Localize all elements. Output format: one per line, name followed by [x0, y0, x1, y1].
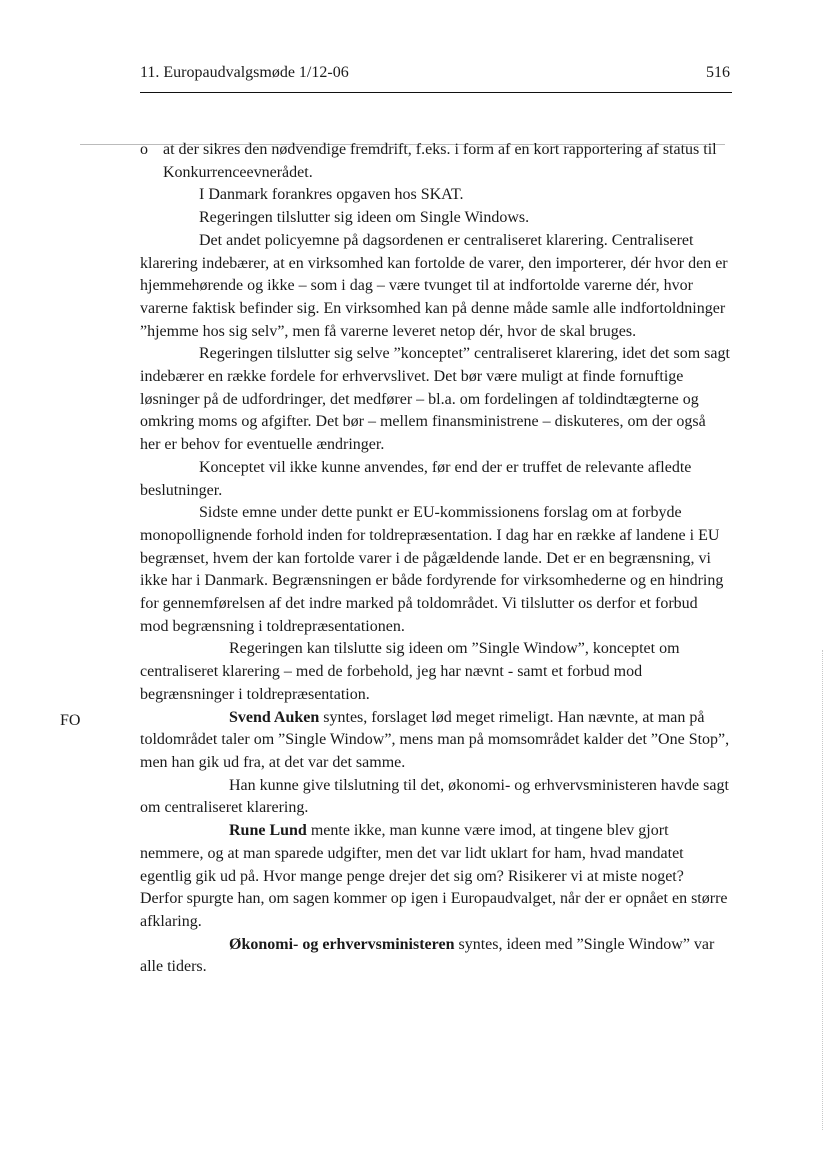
speaker-name: Svend Auken [229, 708, 320, 726]
page-header [140, 62, 730, 84]
fo-paragraph: Regeringen kan tilslutte sig ideen om ”Single Window”, konceptet om centraliseret klarering – med de forbehold, jeg har nævnt - samt et forbud mod begrænsninger i toldrepræsentation. [140, 640, 680, 703]
paragraph: Sidste emne under dette punkt er EU-kommissionens forslag om at forbyde monopollignende forhold inden for toldrepræsentation. I dag har en række af landene i EU begrænset, hvem der kan fortolde varer i de pågældende lande. Det er en begrænsning, vi ikke har i Danmark. Begrænsningen er både fordyrende for virksomhederne og en hindring for gennemførelsen af det indre marked på toldområdet. Vi tilslutter os derfor et forbud mod begrænsning i toldrepræsentationen. [140, 504, 724, 635]
speaker-name: Rune Lund [229, 822, 307, 840]
margin-note: FO [60, 712, 81, 729]
statement-text: Han kunne give tilslutning til det, økonomi- og erhvervsministeren havde sagt om centraliseret klarering. [140, 776, 729, 817]
bullet-text: at der sikres den nødvendige fremdrift, f.eks. i form af en kort rapportering af status til Konkurrenceevnerådet. [163, 141, 717, 181]
statement [140, 934, 730, 979]
bullet-marker: o [140, 141, 148, 158]
statement-text: syntes, ideen med ”Single Window” var alle tiders. [140, 935, 715, 976]
statement [140, 820, 730, 934]
statement [140, 775, 730, 820]
header-divider [140, 92, 732, 93]
paragraph: I Danmark forankres opgaven hos SKAT. [199, 186, 464, 204]
paragraph: Regeringen tilslutter sig ideen om Single Windows. [199, 209, 530, 227]
bullet-item [140, 139, 730, 184]
page-number: 516 [706, 64, 730, 81]
paragraph: Regeringen tilslutter sig selve ”konceptet” centraliseret klarering, idet det som sagt indebærer en række fordele for erhvervslivet. Det bør være muligt at finde fornuftige løsninger på de udfordringer, det medfører – bl.a. om fordelingen af toldindtægterne og omkring moms og afgifter. Det bør – mellem finansministrene – diskuteres, om der også her er behov for eventuelle ændringer. [140, 345, 730, 454]
statement-text: mente ikke, man kunne være imod, at tingene blev gjort nemmere, og at man sparede udgifter, men det var lidt uklart for ham, hvad mandatet egentlig gik ud på. Hvor mange penge drejer det sig om? Risikerer vi at miste noget? Derfor spurgte han, om sagen kommer op igen i Europaudvalget, når der er opnået en større afklaring. [140, 822, 728, 930]
statement [140, 707, 730, 775]
scan-edge [821, 650, 823, 1130]
header-title: 11. Europaudvalgsmøde 1/12-06 [140, 64, 349, 81]
document-body [140, 139, 730, 979]
paragraph: Det andet policyemne på dagsordenen er centraliseret klarering. Centraliseret klarering indebærer, at en virksomhed kan fortolde de varer, den importerer, dér hvor den er hjemmehørende og ikke – som i dag – være tvunget til at indfortolde varerne dér, hvor varerne faktisk befinder sig. En virksomhed kan på denne måde samle alle indfortoldninger ”hjemme hos sig selv”, men få varerne leveret netop dér, hvor de skal bruges. [140, 231, 728, 340]
speaker-name: Økonomi- og erhvervsministeren [229, 935, 455, 953]
paragraph: Konceptet vil ikke kunne anvendes, før end der er truffet de relevante afledte beslutninger. [140, 458, 692, 499]
statement-text: syntes, forslaget lød meget rimeligt. Han nævnte, at man på toldområdet taler om ”Single Window”, mens man på momsområdet kalder det ”One Stop”, men han gik ud fra, at det var det samme. [140, 708, 730, 771]
